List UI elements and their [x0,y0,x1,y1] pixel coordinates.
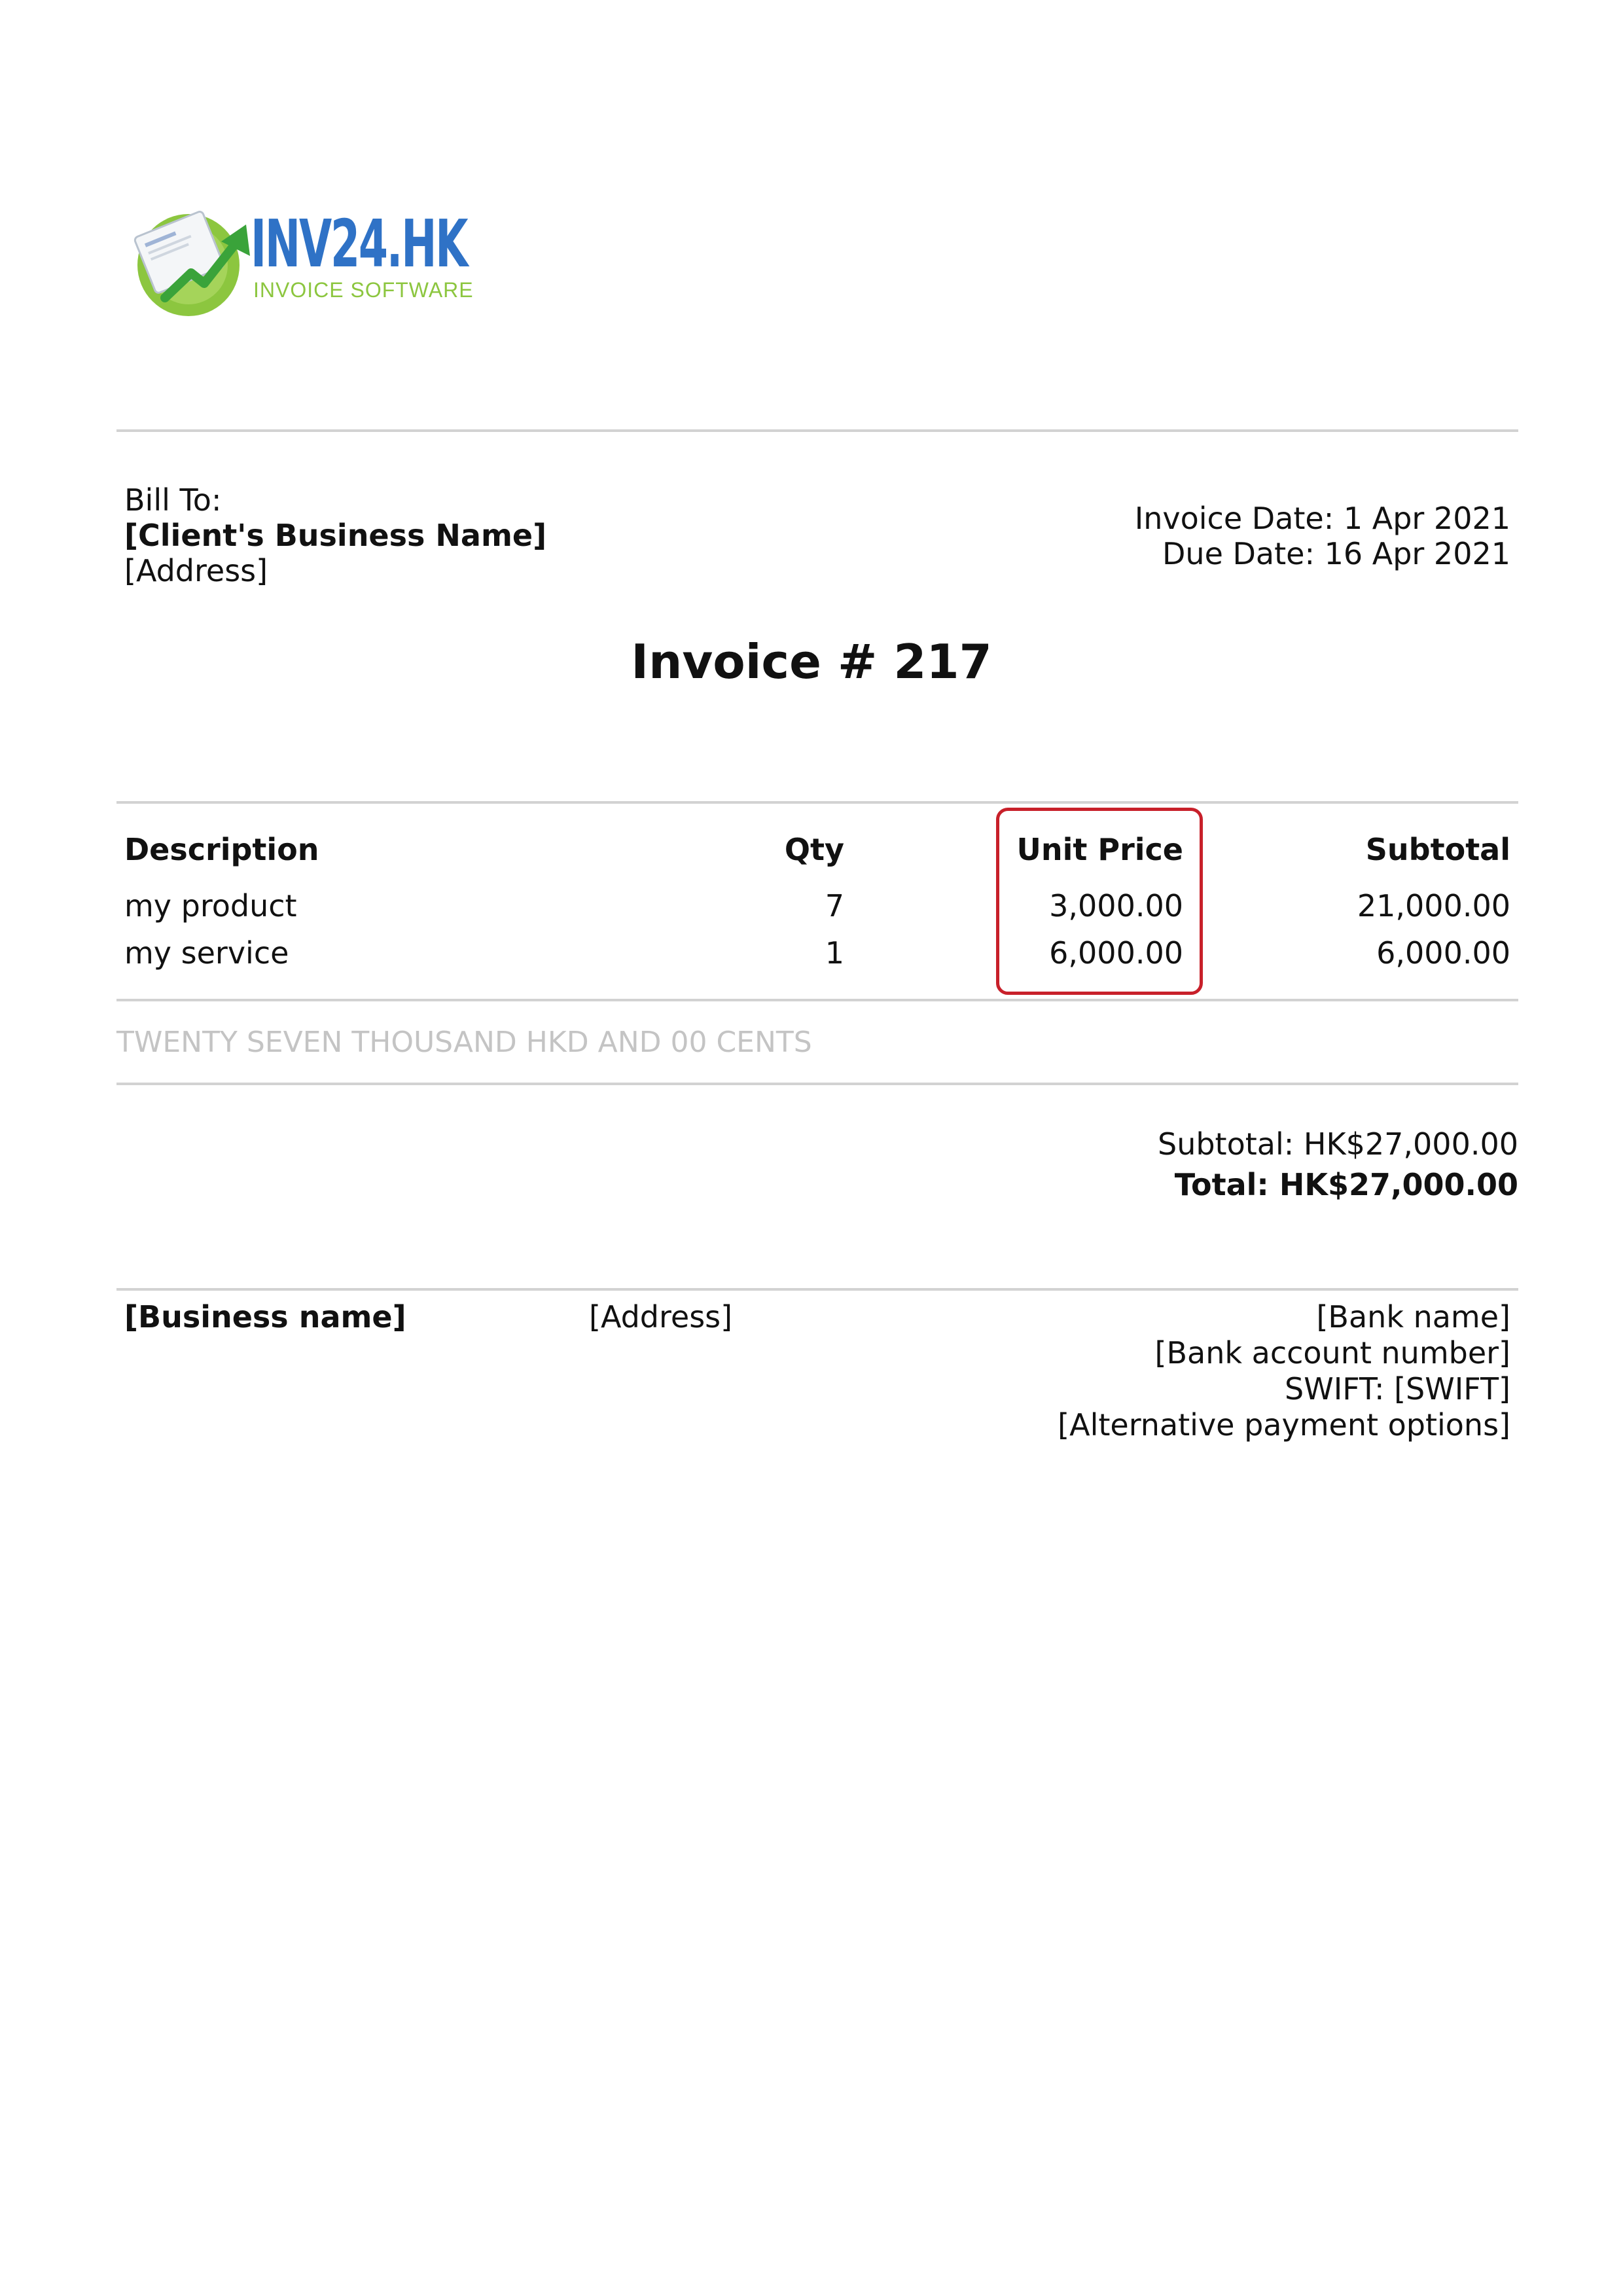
footer-bank-account: [Bank account number] [1154,1335,1510,1371]
row-subtotal: 21,000.00 [1357,888,1510,924]
table-bottom-divider [116,999,1518,1001]
amount-in-words: TWENTY SEVEN THOUSAND HKD AND 00 CENTS [116,1026,812,1059]
footer-bank-name: [Bank name] [1316,1299,1510,1335]
invoice-title: Invoice # 217 [631,634,992,689]
footer-divider [116,1288,1518,1291]
header-unit-price: Unit Price [1016,832,1183,867]
row-description: my product [124,888,297,924]
footer-swift: SWIFT: [SWIFT] [1285,1371,1510,1407]
logo-title: INV24.HK [251,206,467,282]
footer-alternative-payment: [Alternative payment options] [1058,1407,1510,1443]
client-address: [Address] [124,553,268,588]
bill-to-label: Bill To: [124,482,222,518]
invoice-date: Invoice Date: 1 Apr 2021 [1134,501,1510,536]
row-unit-price: 6,000.00 [1049,935,1183,971]
row-qty: 1 [825,935,844,971]
row-unit-price: 3,000.00 [1049,888,1183,924]
totals-subtotal: Subtotal: HK$27,000.00 [1158,1126,1518,1162]
logo-subtitle: INVOICE SOFTWARE [253,278,474,302]
header-description: Description [124,832,319,867]
client-business-name: [Client's Business Name] [124,518,547,553]
totals-total: Total: HK$27,000.00 [1174,1167,1518,1202]
table-top-divider [116,801,1518,804]
row-qty: 7 [825,888,844,924]
totals-divider [116,1083,1518,1085]
row-description: my service [124,935,289,971]
footer-address: [Address] [589,1299,733,1335]
header-qty: Qty [784,832,844,867]
due-date: Due Date: 16 Apr 2021 [1162,536,1510,571]
footer-business-name: [Business name] [124,1299,406,1335]
header-divider [116,429,1518,432]
unit-price-highlight-box [996,808,1203,995]
logo-mark-icon [131,200,262,317]
row-subtotal: 6,000.00 [1376,935,1510,971]
header-subtotal: Subtotal [1365,832,1510,867]
